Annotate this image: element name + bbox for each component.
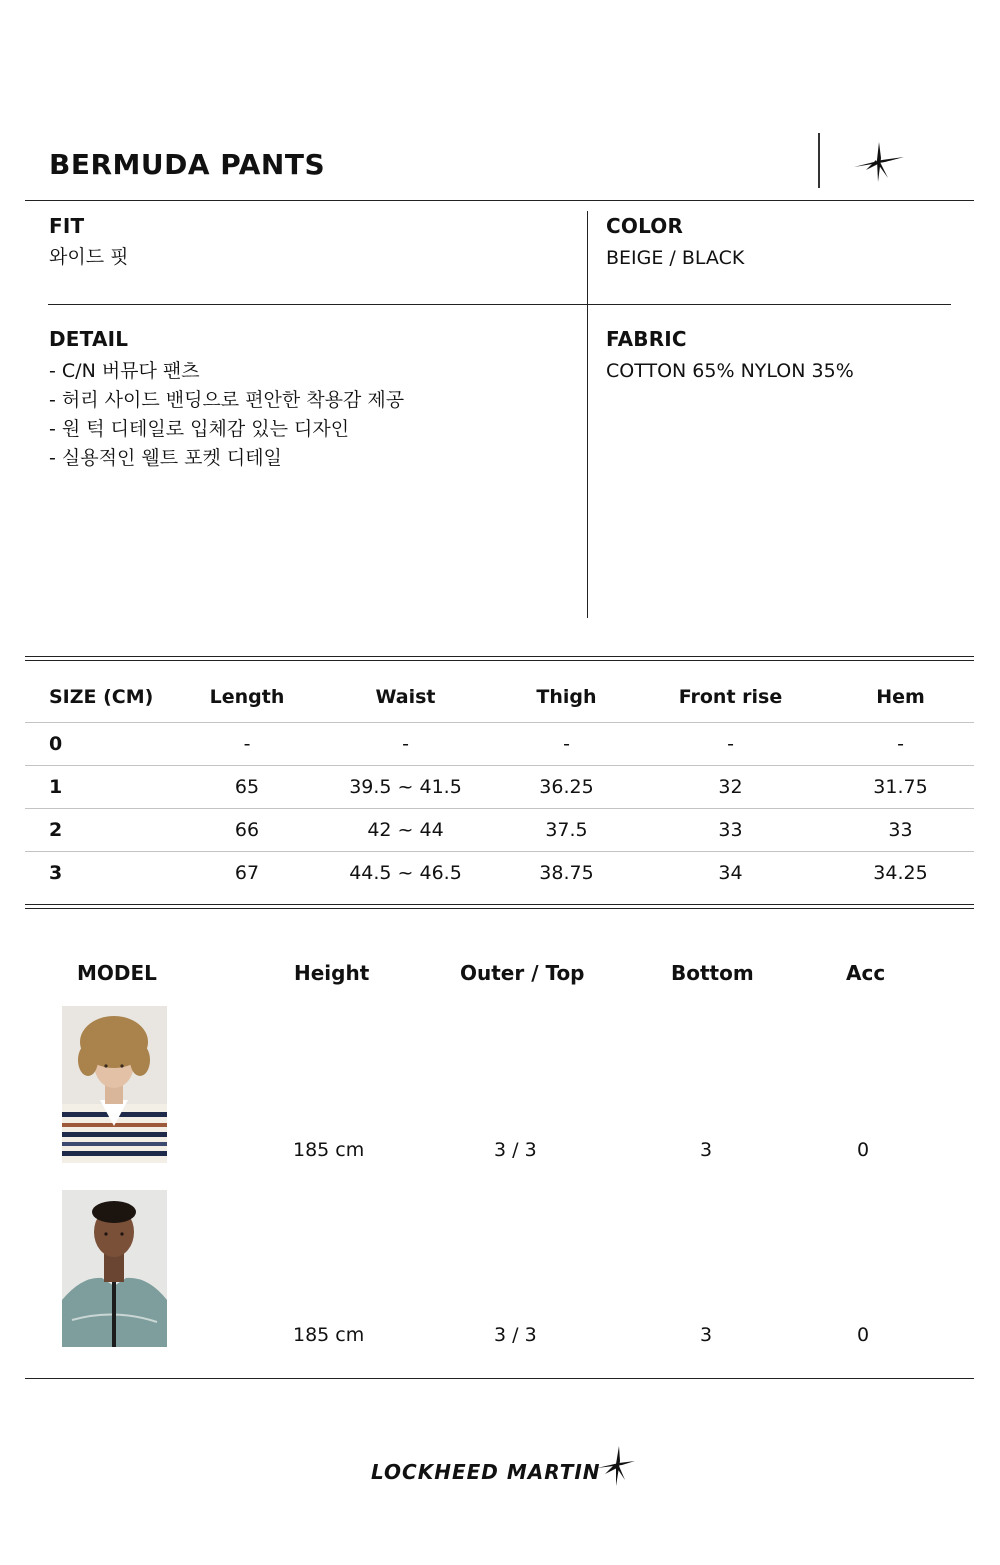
table-cell: 44.5 ~ 46.5 <box>312 851 499 894</box>
model-acc: 0 <box>857 1324 870 1346</box>
detail-line: - 원 턱 디테일로 입체감 있는 디자인 <box>49 418 350 440</box>
info-row-divider <box>48 304 951 305</box>
column-header: Hem <box>876 685 925 708</box>
table-cell: 36.25 <box>499 765 634 808</box>
lockheed-martin-logo <box>371 1444 637 1492</box>
size-table-header <box>25 672 974 722</box>
fit-value: 와이드 핏 <box>49 246 129 268</box>
table-cell: 34.25 <box>827 851 974 894</box>
size-table-top-rule <box>25 656 974 657</box>
model-bottom: 3 <box>700 1139 713 1161</box>
model-header: MODEL <box>77 961 157 985</box>
table-cell: 66 <box>182 808 312 851</box>
column-header: Front rise <box>678 685 783 708</box>
size-cell: 0 <box>25 722 182 765</box>
table-cell: 39.5 ~ 41.5 <box>312 765 499 808</box>
table-cell: 37.5 <box>499 808 634 851</box>
height-header: Height <box>294 961 370 985</box>
detail-line: - C/N 버뮤다 팬츠 <box>49 360 200 382</box>
table-row <box>25 722 974 765</box>
size-table-bottom-rule <box>25 908 974 909</box>
model-photo <box>62 1190 167 1347</box>
table-cell: - <box>312 722 499 765</box>
size-table-bottom-rule <box>25 904 974 905</box>
color-value: BEIGE / BLACK <box>606 247 745 269</box>
table-cell: 67 <box>182 851 312 894</box>
model-height: 185 cm <box>293 1324 365 1346</box>
model-photo <box>62 1006 167 1163</box>
table-cell: - <box>182 722 312 765</box>
bottom-header: Bottom <box>671 961 754 985</box>
table-cell: 33 <box>827 808 974 851</box>
model-bottom-rule <box>25 1378 974 1379</box>
column-header: SIZE (CM) <box>49 685 154 708</box>
table-row <box>25 808 974 851</box>
header-divider <box>818 133 820 188</box>
acc-header: Acc <box>846 961 886 985</box>
table-cell: 65 <box>182 765 312 808</box>
table-cell: - <box>827 722 974 765</box>
fabric-value: COTTON 65% NYLON 35% <box>606 360 854 382</box>
model-acc: 0 <box>857 1139 870 1161</box>
model-bottom: 3 <box>700 1324 713 1346</box>
lockheed-star-icon <box>852 138 906 184</box>
detail-label: DETAIL <box>49 327 129 351</box>
detail-line: - 허리 사이드 밴딩으로 편안한 착용감 제공 <box>49 389 405 411</box>
fabric-label: FABRIC <box>606 327 687 351</box>
table-cell: 32 <box>634 765 827 808</box>
table-cell: 42 ~ 44 <box>312 808 499 851</box>
table-cell: - <box>634 722 827 765</box>
model-outer-top: 3 / 3 <box>494 1139 537 1161</box>
detail-line: - 실용적인 웰트 포켓 디테일 <box>49 447 282 469</box>
fit-label: FIT <box>49 214 85 238</box>
footer-brand-text: LOCKHEED MARTIN <box>371 1460 601 1484</box>
lockheed-star-icon <box>597 1444 637 1488</box>
outer-top-header: Outer / Top <box>460 961 585 985</box>
column-header: Waist <box>375 685 436 708</box>
detail-list <box>49 357 404 473</box>
product-title: BERMUDA PANTS <box>49 148 326 181</box>
header-rule <box>25 200 974 201</box>
column-header: Length <box>209 685 285 708</box>
size-table <box>25 672 974 894</box>
model-outer-top: 3 / 3 <box>494 1324 537 1346</box>
info-column-divider <box>587 211 588 618</box>
table-cell: 34 <box>634 851 827 894</box>
table-row <box>25 851 974 894</box>
size-table-top-rule <box>25 660 974 661</box>
color-label: COLOR <box>606 214 684 238</box>
table-cell: 31.75 <box>827 765 974 808</box>
table-cell: 38.75 <box>499 851 634 894</box>
column-header: Thigh <box>536 685 597 708</box>
model-height: 185 cm <box>293 1139 365 1161</box>
table-cell: - <box>499 722 634 765</box>
size-cell: 3 <box>25 851 182 894</box>
size-cell: 1 <box>25 765 182 808</box>
size-cell: 2 <box>25 808 182 851</box>
table-cell: 33 <box>634 808 827 851</box>
table-row <box>25 765 974 808</box>
